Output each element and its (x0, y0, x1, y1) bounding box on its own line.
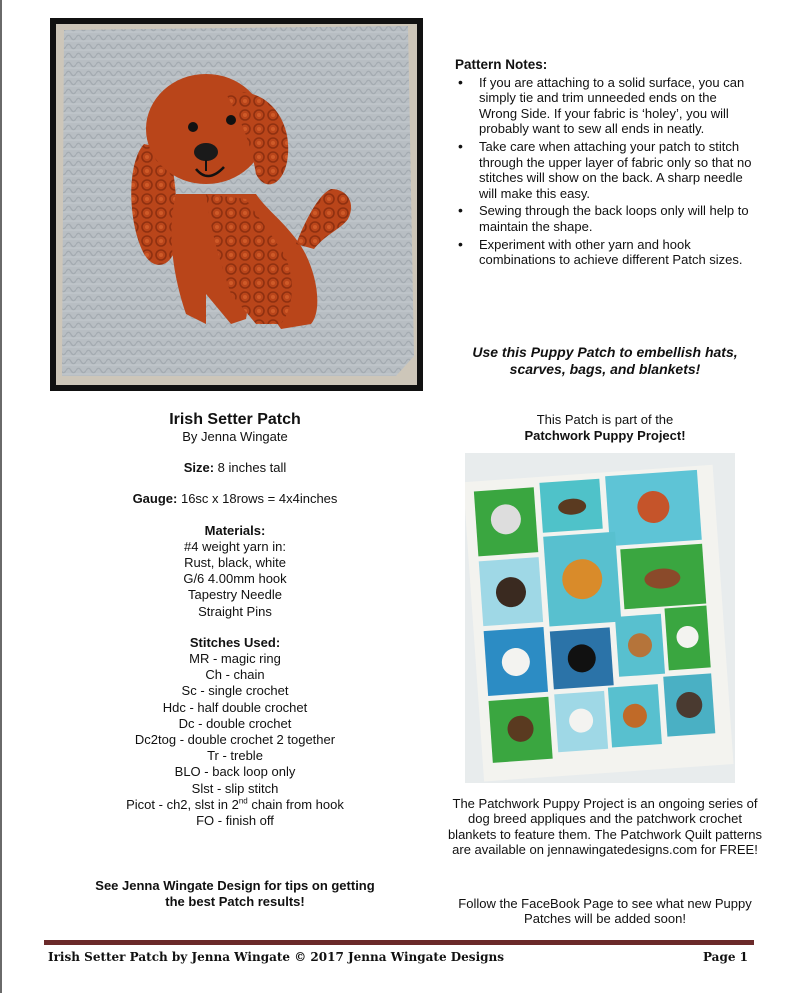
pattern-note-item: • Take care when attaching your patch to stitch through the upper layer of fabric only so that no stitches will show on the back. A sharp needle will make this easy. (455, 139, 755, 201)
project-name: Patchwork Puppy Project! (524, 428, 686, 443)
footer-rule (44, 940, 754, 945)
facebook-follow-note: Follow the FaceBook Page to see what new Puppy Patches will be added soon! (458, 896, 752, 927)
project-description: The Patchwork Puppy Project is an ongoing series of dog breed appliques and the patchwork crochet blankets to feature them. The Patchwork Quilt patterns are available on jennawingatedesigns.com for FREE! (447, 796, 763, 858)
stitch-item: Ch - chain (205, 667, 265, 683)
project-intro-line: This Patch is part of the (536, 412, 674, 427)
material-item: #4 weight yarn in: (184, 538, 286, 554)
picot-text: Picot - ch2, slst in 2 (126, 796, 239, 812)
stitch-item-picot (90, 797, 380, 813)
stitch-item: BLO - back loop only (174, 764, 296, 780)
pattern-byline: By Jenna Wingate (182, 429, 288, 444)
pattern-title: Irish Setter Patch (169, 411, 301, 428)
pattern-notes-heading: Pattern Notes: (455, 57, 548, 72)
picot-superscript: nd (238, 796, 248, 806)
puppy-patch-tagline: Use this Puppy Patch to embellish hats, scarves, bags, and blankets! (472, 344, 738, 377)
stitch-item: Hdc - half double crochet (162, 699, 308, 715)
material-item: Tapestry Needle (188, 587, 282, 603)
materials-heading: Materials: (204, 522, 266, 538)
footer-copyright: Irish Setter Patch by Jenna Wingate © 2017 Jenna Wingate Designs (48, 950, 504, 964)
pattern-note-item: • If you are attaching to a solid surface, you can simply tie and trim unneeded ends on the Wrong Side. If your fabric is ‘holey’, you will probably want to sew all ends in neatly. (455, 75, 755, 137)
stitch-item: Sc - single crochet (181, 683, 289, 699)
tips-note: See Jenna Wingate Design for tips on getting the best Patch results! (95, 878, 375, 909)
stitch-item: FO - finish off (196, 813, 274, 829)
size-value: 8 inches tall (214, 460, 287, 476)
material-item: Rust, black, white (184, 555, 286, 571)
gauge-line (90, 491, 380, 507)
size-label: Size: (183, 460, 215, 476)
stitch-item: Dc - double crochet (178, 715, 292, 731)
size-line (90, 460, 380, 476)
gauge-label: Gauge: (132, 491, 178, 507)
material-item: G/6 4.00mm hook (183, 571, 287, 587)
pattern-note-item: • Sewing through the back loops only will help to maintain the shape. (455, 203, 755, 234)
patchwork-blanket-photo (465, 453, 735, 783)
irish-setter-patch-photo (50, 18, 423, 391)
material-item: Straight Pins (198, 603, 272, 619)
stitch-item: Dc2tog - double crochet 2 together (134, 732, 336, 748)
page-edge-line (0, 0, 2, 993)
gauge-value: 16sc x 18rows = 4x4inches (177, 491, 338, 507)
pattern-details (90, 410, 380, 829)
project-intro (445, 412, 765, 444)
stitch-item: Slst - slip stitch (191, 780, 279, 796)
picot-text-end: chain from hook (247, 796, 344, 812)
pattern-note-item: • Experiment with other yarn and hook combinations to achieve different Patch sizes. (455, 237, 755, 268)
pattern-notes (455, 57, 755, 270)
page-number: Page 1 (702, 950, 748, 964)
stitch-item: Tr - treble (207, 748, 263, 764)
stitch-item: MR - magic ring (189, 651, 281, 667)
stitches-heading: Stitches Used: (189, 634, 281, 650)
